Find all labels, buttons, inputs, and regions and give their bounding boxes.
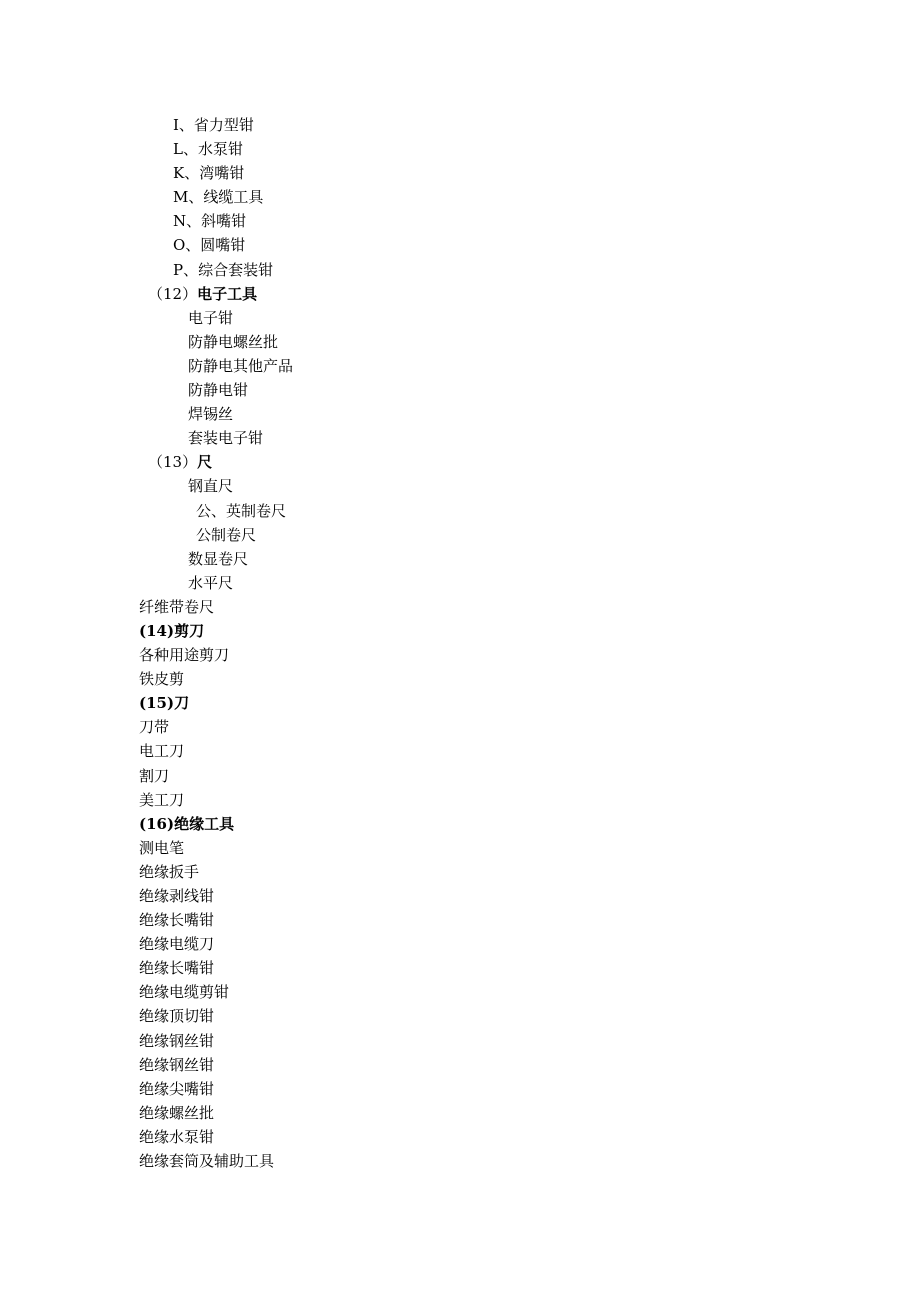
list-item: P、综合套装钳: [173, 260, 274, 279]
list-item: 各种用途剪刀: [139, 646, 230, 665]
section-title: 电子工具: [197, 284, 258, 303]
list-item: 公、英制卷尺: [196, 501, 287, 520]
section-number: （12）: [148, 284, 198, 303]
list-item: 绝缘扳手: [139, 862, 200, 881]
list-item: 铁皮剪: [139, 670, 185, 689]
list-item: 公制卷尺: [196, 525, 257, 544]
list-item: 纤维带卷尺: [139, 597, 215, 616]
section-16-heading: (16)绝缘工具: [139, 814, 235, 833]
list-item: 电子钳: [188, 308, 234, 327]
list-item: N、斜嘴钳: [173, 212, 247, 231]
list-item: 绝缘顶切钳: [139, 1007, 215, 1026]
document-body: [0, 113, 920, 1173]
list-item: 绝缘剥线钳: [139, 887, 215, 905]
list-item: 绝缘尖嘴钳: [139, 1079, 215, 1098]
list-item: 测电笔: [139, 838, 185, 857]
list-item: 焊锡丝: [188, 405, 234, 424]
section-12-heading: [0, 282, 920, 306]
list-item: 绝缘电缆刀: [139, 935, 215, 954]
list-item: 割刀: [139, 766, 170, 785]
list-item: 绝缘长嘴钳: [139, 911, 215, 930]
list-item: 绝缘螺丝批: [139, 1103, 215, 1122]
list-item: 电工刀: [139, 742, 185, 761]
list-item: 数显卷尺: [188, 549, 249, 568]
list-item: 美工刀: [139, 790, 185, 809]
list-item: 套装电子钳: [188, 429, 264, 448]
list-item: 刀带: [139, 718, 170, 737]
list-item: O、圆嘴钳: [173, 236, 246, 255]
pliers-list: [0, 113, 920, 282]
section-number: （13）: [148, 453, 198, 472]
section-14-heading: (14)剪刀: [139, 621, 205, 640]
list-item: 绝缘钢丝钳: [139, 1055, 215, 1074]
list-item: 绝缘钢丝钳: [139, 1031, 215, 1050]
list-item: 水平尺: [188, 573, 234, 592]
list-item: 防静电其他产品: [188, 356, 294, 375]
list-item: K、湾嘴钳: [173, 164, 245, 183]
list-item: 绝缘电缆剪钳: [139, 983, 230, 1002]
list-item: 钢直尺: [188, 477, 234, 496]
section-13-heading: [0, 450, 920, 474]
list-item: M、线缆工具: [173, 188, 264, 207]
section-15-heading: (15)刀: [139, 694, 190, 713]
list-item: 绝缘长嘴钳: [139, 959, 215, 978]
list-item: 防静电钳: [188, 381, 249, 400]
list-item: L、水泵钳: [173, 140, 243, 159]
list-item: I、省力型钳: [173, 116, 254, 134]
list-item: 防静电螺丝批: [188, 332, 279, 351]
section-title: 尺: [197, 453, 213, 472]
list-item: 绝缘水泵钳: [139, 1127, 215, 1146]
list-item: 绝缘套筒及辅助工具: [139, 1152, 275, 1171]
